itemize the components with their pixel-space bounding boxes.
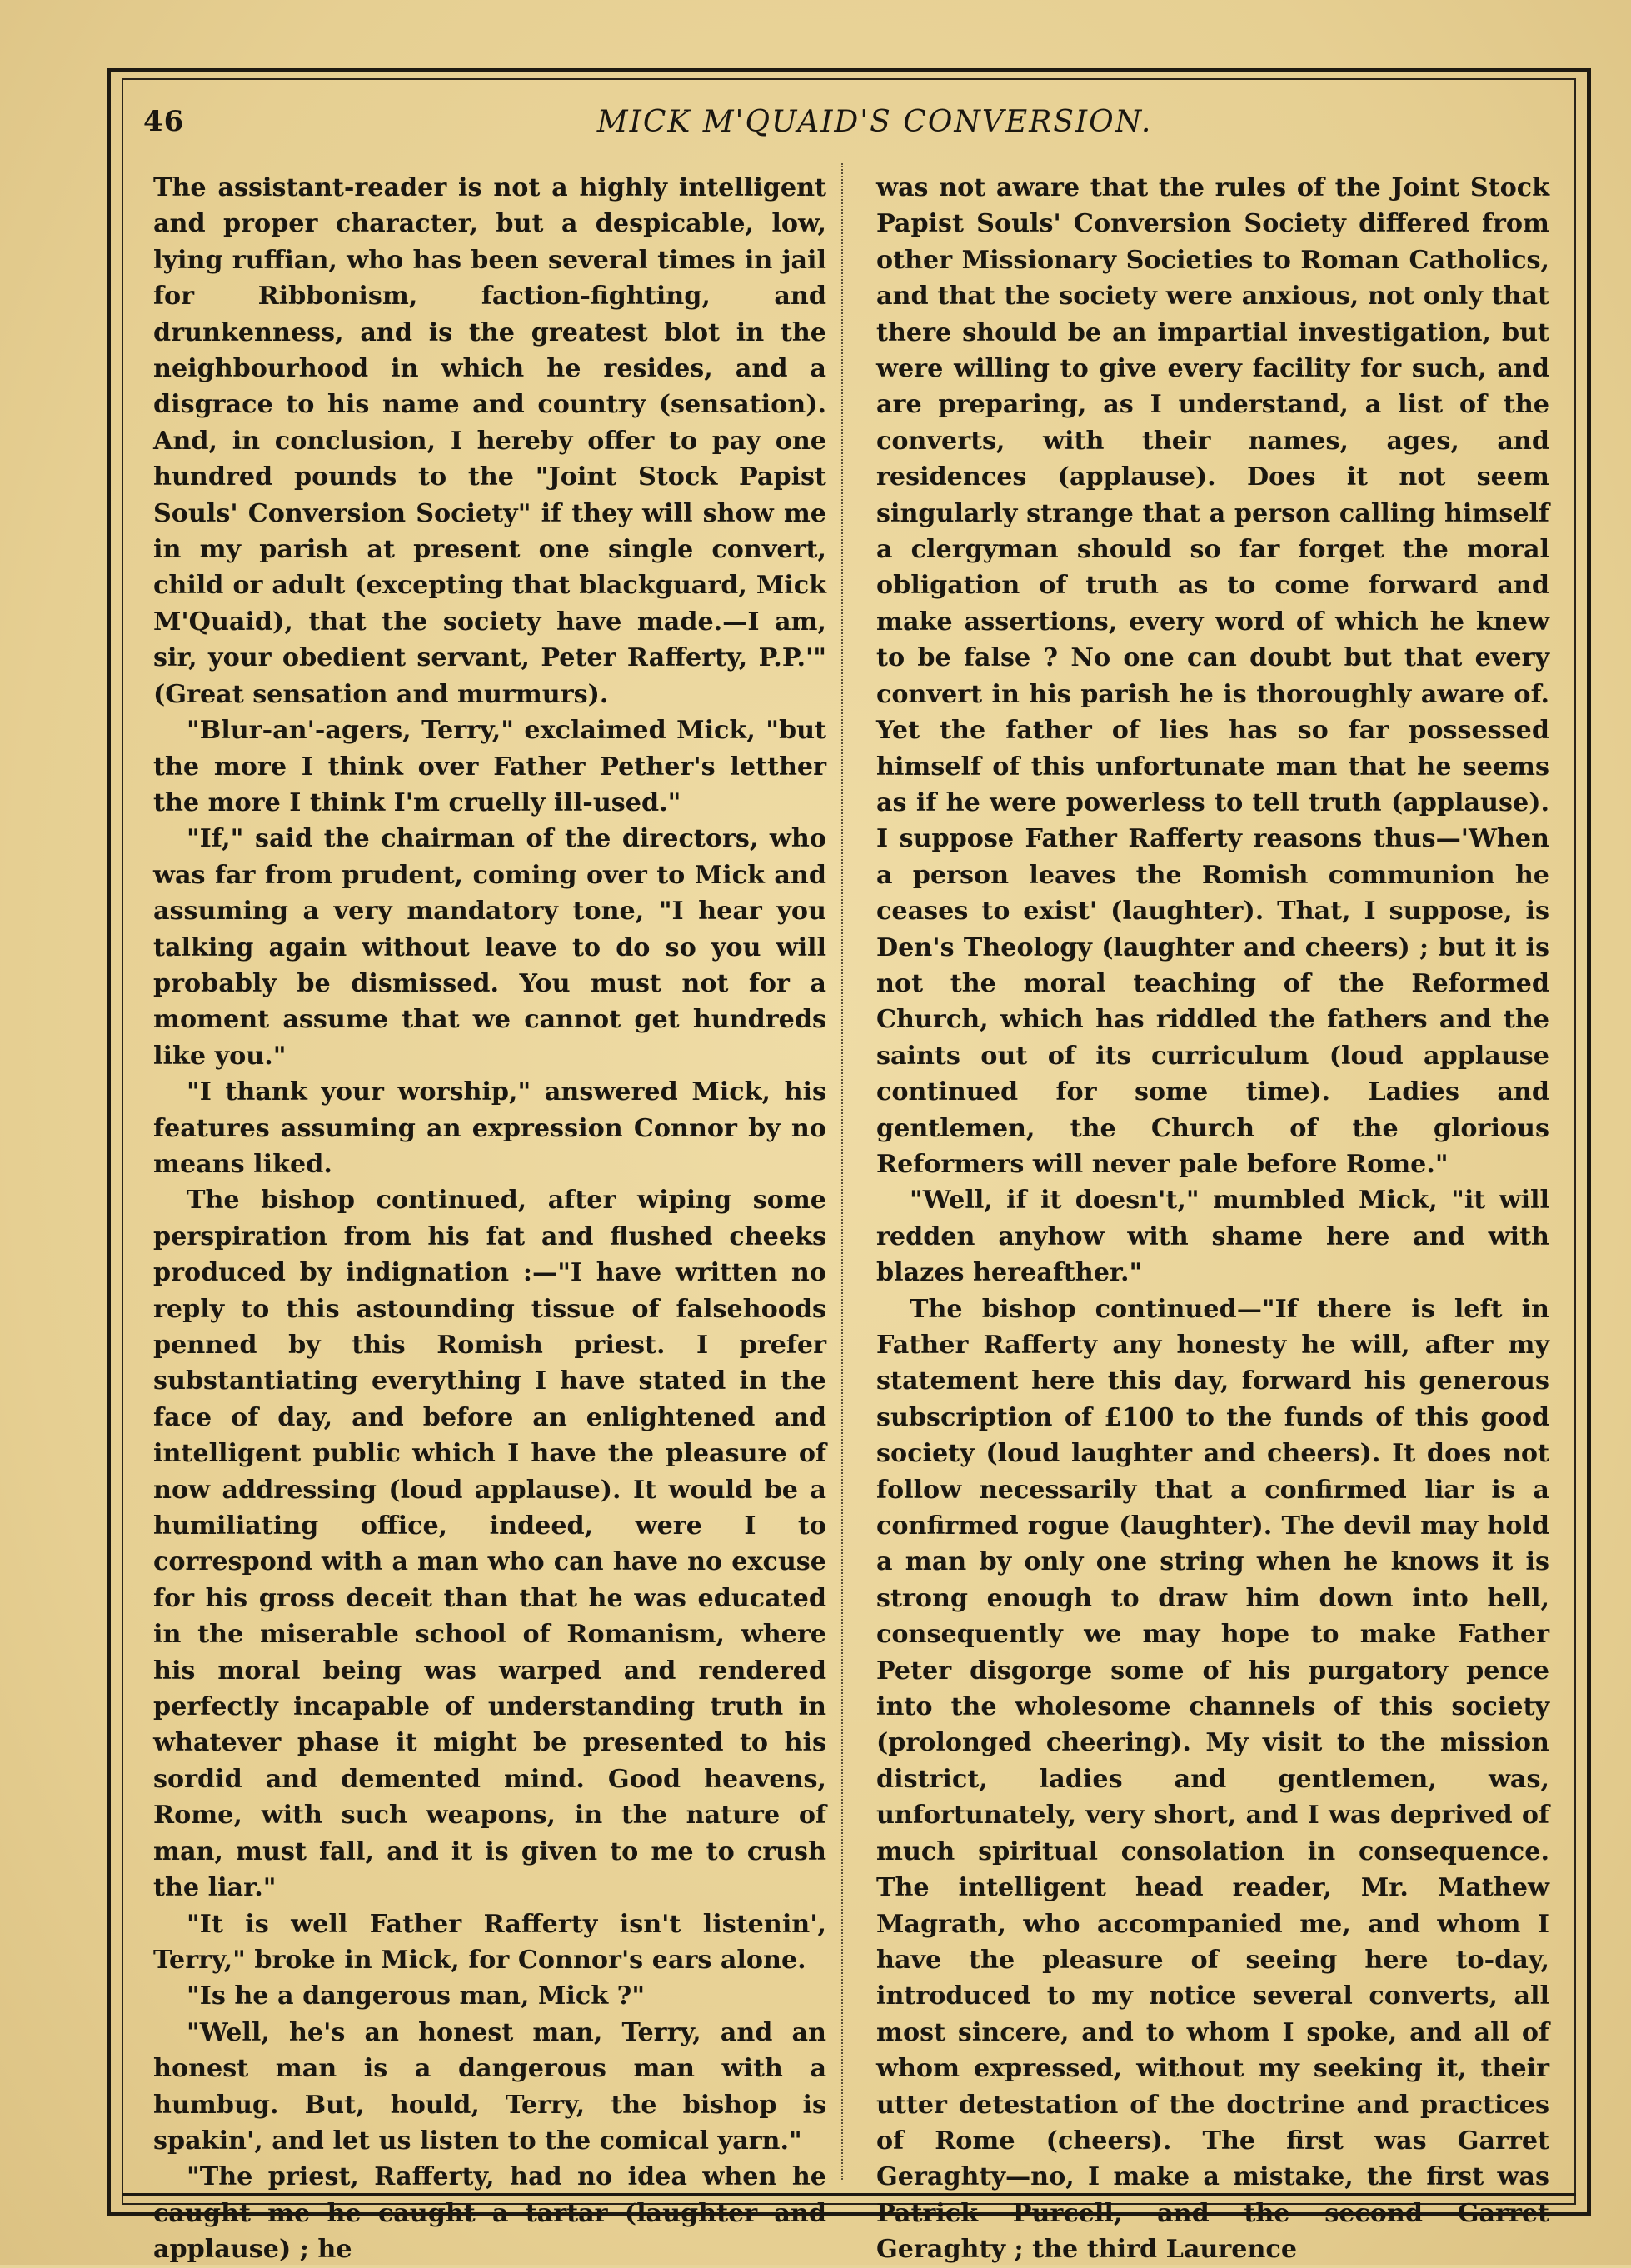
bottom-rule (122, 2193, 1576, 2196)
paragraph: The bishop continued, after wiping some perspiration from his fat and flushed cheeks produced by indignation :—"I have written no reply to this astounding tissue of falsehoods penned by this Romish priest. I prefer substantiating everything I have stated in the face of day, and before an enlightened and intelligent public which I have the pleasure of now addressing (loud applause). It would be a humiliating office, indeed, were I to correspond with a man who can have no excuse for his gross deceit than that he was educated in the miserable school of Romanism, where his moral being was warped and rendered perfectly incapable of understanding truth in whatever phase it might be presented to his sordid and demented mind. Good heavens, Rome, with such weapons, in the nature of man, must fall, and it is given to me to crush the liar." (153, 1186, 826, 1903)
paragraph: was not aware that the rules of the Joint Stock Papist Souls' Conversion Society differed from other Missionary Societies to Roman Catholics, and that the society were anxious, not only that there should be an impartial investigation, but were willing to give every facility for such, and are preparing, as I understand, a list of the converts, with their names, ages, and residences (applause). Does it not seem singularly strange that a person calling himself a clergyman should so far forget the moral obligation of truth as to come forward and make assertions, every word of which he knew to be false ? No one can doubt but that every convert in his parish he is thoroughly aware of. Yet the father of lies has so far possessed himself of this unfortunate man that he seems as if he were powerless to tell truth (applause). I suppose Father Rafferty reasons thus—'When a person leaves the Romish communion he ceases to exist' (laughter). That, I suppose, is Den's Theology (laughter and cheers) ; but it is not the moral teaching of the Reformed Church, which has riddled the fathers and the saints out of its curriculum (loud applause continued for some time). Ladies and gentlemen, the Church of the glorious Reformers will never pale before Rome." (876, 173, 1549, 1179)
paragraph: "Well, if it doesn't," mumbled Mick, "it will redden anyhow with shame here and with blazes hereafther." (876, 1186, 1549, 1288)
paragraph: "I thank your worship," answered Mick, his features assuming an expression Connor by no means liked. (153, 1077, 826, 1179)
paragraph: "It is well Father Rafferty isn't listenin', Terry," broke in Mick, for Connor's ears alone. (153, 1909, 826, 1975)
paragraph: The assistant-reader is not a highly intelligent and proper character, but a despicable, low, lying ruffian, who has been several times in jail for Ribbonism, faction-fighting, and drunkenness, and is the greatest blot in the neighbourhood in which he resides, and a disgrace to his name and country (sensation). And, in conclusion, I hereby offer to pay one hundred pounds to the "Joint Stock Papist Souls' Conversion Society" if they will show me in my parish at present one single convert, child or adult (excepting that blackguard, Mick M'Quaid), that the society have made.—I am, sir, your obedient servant, Peter Rafferty, P.P.'" (Great sensation and murmurs). (153, 173, 826, 709)
left-column (153, 170, 826, 2268)
paragraph: "Blur-an'-agers, Terry," exclaimed Mick, "but the more I think over Father Pether's letther the more I think I'm cruelly ill-used." (153, 716, 826, 817)
page-number: 46 (143, 105, 185, 138)
running-head: MICK M'QUAID'S CONVERSION. (596, 105, 1153, 139)
column-divider (841, 163, 843, 2180)
paragraph: The bishop continued—"If there is left in Father Rafferty any honesty he will, after my statement here this day, forward his generous subscription of £100 to the funds of this good society (loud laughter and cheers). It does not follow necessarily that a confirmed liar is a confirmed rogue (laughter). The devil may hold a man by only one string when he knows it is strong enough to draw him down into hell, consequently we may hope to make Father Peter disgorge some of his purgatory pence into the wholesome channels of this society (prolonged cheering). My visit to the mission district, ladies and gentlemen, was, unfortunately, very short, and I was deprived of much spiritual consolation in consequence. The intelligent head reader, Mr. Mathew Magrath, who accompanied me, and whom I have the pleasure of seeing here to-day, introduced to my notice several converts, all most sincere, and to whom I spoke, and all of whom expressed, without my seeking it, their utter detestation of the doctrine and practices of Rome (cheers). The first was Garret Geraghty—no, I make a mistake, the first was Patrick Purcell, and the second Garret Geraghty ; the third Laurence (876, 1294, 1549, 2265)
paragraph: "If," said the chairman of the directors, who was far from prudent, coming over to Mick and assuming a very mandatory tone, "I hear you talking again without leave to do so you will probably be dismissed. You must not for a moment assume that we cannot get hundreds like you." (153, 824, 826, 1071)
right-column (876, 170, 1549, 2268)
paragraph: "Is he a dangerous man, Mick ?" (187, 1981, 646, 2011)
paragraph: "Well, he's an honest man, Terry, and an honest man is a dangerous man with a humbug. But, hould, Terry, the bishop is spakin', and let us listen to the comical yarn." (153, 2017, 826, 2156)
paragraph: "The priest, Rafferty, had no idea when he caught me he caught a tartar (laughter and applause) ; he (153, 2162, 826, 2265)
